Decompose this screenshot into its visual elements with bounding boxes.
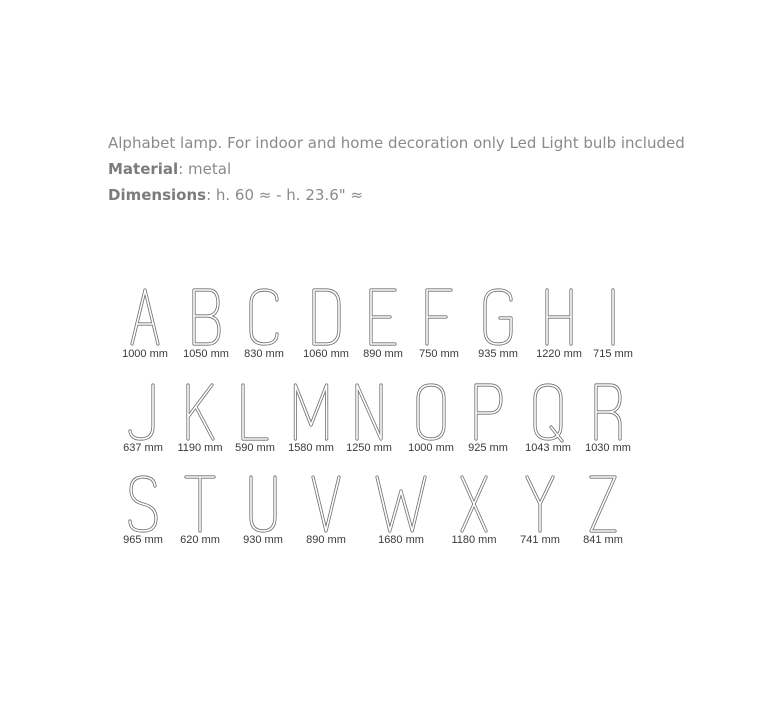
letter-stroke — [418, 385, 444, 439]
letter-stroke-inner — [527, 477, 553, 531]
letter-r-height-label: 1030 mm — [585, 442, 631, 454]
letter-e-height-label: 890 mm — [363, 348, 403, 360]
letter-stroke — [194, 290, 219, 344]
letter-stroke-inner — [418, 385, 444, 439]
letter-o-height-label: 1000 mm — [408, 442, 454, 454]
letter-r-outline — [596, 385, 620, 439]
material-label: Material — [108, 160, 179, 178]
letter-x-height-label: 1180 mm — [451, 534, 497, 546]
letter-l-height-label: 590 mm — [235, 442, 275, 454]
letter-g-outline — [485, 290, 511, 344]
letter-m-outline — [295, 385, 326, 439]
letter-d-height-label: 1060 mm — [303, 348, 349, 360]
letter-stroke — [535, 385, 562, 441]
letter-y-height-label: 741 mm — [520, 534, 560, 546]
alphabet-lamp-figure — [108, 280, 648, 550]
letter-q-height-label: 1043 mm — [525, 442, 571, 454]
letter-stroke-inner — [462, 477, 486, 531]
letter-q-outline — [535, 385, 562, 441]
letter-stroke-inner — [130, 477, 156, 531]
letter-z-height-label: 841 mm — [583, 534, 623, 546]
letter-stroke-inner — [243, 385, 267, 439]
letter-stroke-inner — [591, 477, 615, 531]
material-line — [108, 156, 728, 182]
letter-j-outline — [130, 385, 153, 439]
letter-stroke — [251, 290, 277, 344]
intro-text: Alphabet lamp. For indoor and home decoration only Led Light bulb included — [108, 134, 685, 152]
letter-s-outline — [130, 477, 156, 531]
letter-stroke-inner — [186, 477, 214, 531]
letter-stroke-inner — [313, 477, 339, 531]
material-value: : metal — [178, 160, 232, 178]
letter-stroke — [476, 385, 501, 439]
letter-p-outline — [476, 385, 501, 439]
letter-f-height-label: 750 mm — [419, 348, 459, 360]
letter-h-height-label: 1220 mm — [536, 348, 582, 360]
letter-stroke-inner — [251, 477, 275, 531]
dimensions-line — [108, 182, 728, 208]
letter-stroke-inner — [251, 290, 277, 344]
letter-stroke — [485, 290, 511, 344]
letter-stroke-inner — [130, 385, 153, 439]
letter-v-outline — [313, 477, 339, 531]
letter-a-outline — [132, 290, 158, 344]
letter-z-outline — [591, 477, 615, 531]
letter-w-height-label: 1680 mm — [378, 534, 424, 546]
product-description — [108, 130, 728, 208]
letter-j-height-label: 637 mm — [123, 442, 163, 454]
letter-stroke — [251, 477, 275, 531]
letter-stroke-inner — [188, 385, 213, 439]
letter-n-height-label: 1250 mm — [346, 442, 392, 454]
letter-f-outline — [427, 290, 451, 344]
letter-g-height-label: 935 mm — [478, 348, 518, 360]
letter-b-height-label: 1050 mm — [183, 348, 229, 360]
dimensions-value: : h. 60 ≈ - h. 23.6" ≈ — [206, 186, 363, 204]
letter-stroke-inner — [377, 477, 425, 531]
letter-c-height-label: 830 mm — [244, 348, 284, 360]
letter-stroke-inner — [596, 385, 620, 439]
letter-b-outline — [194, 290, 219, 344]
letter-stroke — [313, 477, 339, 531]
letter-y-outline — [527, 477, 553, 531]
letter-i-height-label: 715 mm — [593, 348, 633, 360]
letter-x-outline — [462, 477, 486, 531]
letter-k-outline — [188, 385, 213, 439]
letter-a-height-label: 1000 mm — [122, 348, 168, 360]
letter-m-height-label: 1580 mm — [288, 442, 334, 454]
letter-u-outline — [251, 477, 275, 531]
letter-d-outline — [314, 290, 339, 344]
letter-stroke-inner — [132, 290, 158, 344]
letter-t-outline — [186, 477, 214, 531]
letter-k-height-label: 1190 mm — [177, 442, 223, 454]
letter-stroke-inner — [357, 385, 381, 439]
letter-stroke-inner — [547, 290, 571, 344]
letter-e-outline — [371, 290, 395, 344]
letter-n-outline — [357, 385, 381, 439]
letters-drawing — [108, 280, 648, 550]
letter-o-outline — [418, 385, 444, 439]
letter-stroke-inner — [314, 290, 339, 344]
letter-c-outline — [251, 290, 277, 344]
letter-l-outline — [243, 385, 267, 439]
letter-stroke — [295, 385, 326, 439]
letter-p-height-label: 925 mm — [468, 442, 508, 454]
letter-u-height-label: 930 mm — [243, 534, 283, 546]
letter-w-outline — [377, 477, 425, 531]
letter-t-height-label: 620 mm — [180, 534, 220, 546]
letter-h-outline — [547, 290, 571, 344]
dimensions-label: Dimensions — [108, 186, 207, 204]
letter-stroke — [132, 290, 158, 344]
letter-stroke — [130, 385, 153, 439]
letter-stroke — [243, 385, 267, 439]
letter-s-height-label: 965 mm — [123, 534, 163, 546]
letter-stroke — [314, 290, 339, 344]
letter-v-height-label: 890 mm — [306, 534, 346, 546]
